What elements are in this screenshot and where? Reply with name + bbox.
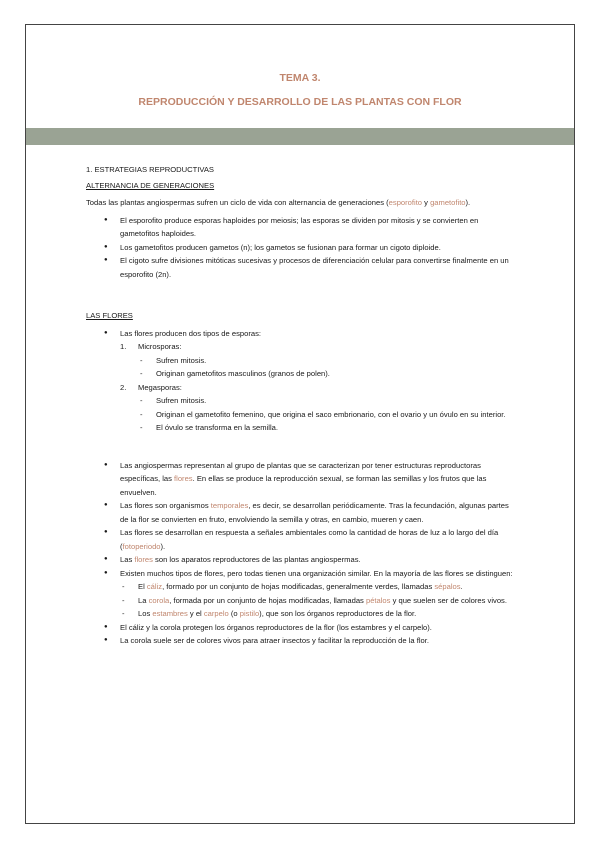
list-item: ● La corola suele ser de colores vivos para atraer insectos y facilitar la reproducción de la flor. (86, 634, 516, 648)
term-esporofito: esporofito (388, 198, 423, 207)
list-item: - Originan el gametofito femenino, que origina el saco embrionario, con el ovario y un óvulo en su interior. (138, 408, 516, 422)
list-item: ● Las flores producen dos tipos de esporas: 1. Microsporas: - Sufren mitosis. - Originan gametofitos masculinos (granos de polen). 2. Megasporas: - Sufren mitosis. - Originan el gametofito femenino, que origina el saco embrionario, con el ovario y un óvulo en su interior. - El óvulo se transforma en la semilla. (86, 327, 516, 435)
microsporas-sublist (138, 354, 516, 381)
page-title: REPRODUCCIÓN Y DESARROLLO DE LAS PLANTAS CON FLOR (138, 96, 462, 108)
list-item-caliz: - El cáliz, formado por un conjunto de hojas modificadas, generalmente verdes, llamadas sépalos. (120, 580, 516, 594)
list-item-corola: - La corola, formada por un conjunto de hojas modificadas, llamadas pétalos y que suelen ser de colores vivos. (120, 594, 516, 608)
list-item: ● Los gametofitos producen gametos (n); los gametos se fusionan para formar un cigoto diploide. (86, 241, 516, 255)
list-item-microsporas: 1. Microsporas: - Sufren mitosis. - Originan gametofitos masculinos (granos de polen). (120, 340, 516, 381)
flores-list (86, 327, 516, 435)
list-item: ● El cáliz y la corola protegen los órganos reproductores de la flor (los estambres y el carpelo). (86, 621, 516, 635)
list-item: ● Las flores son los aparatos reproductores de las plantas angiospermas. (86, 553, 516, 567)
topic-number: TEMA 3. (279, 72, 321, 84)
list-item-estambres: - Los estambres y el carpelo (o pistilo), que son los órganos reproductores de la flor. (120, 607, 516, 621)
subheading-flores: LAS FLORES (86, 311, 133, 320)
document-body (86, 163, 516, 648)
megasporas-sublist (138, 394, 516, 435)
list-item: - Originan gametofitos masculinos (granos de polen). (138, 367, 516, 381)
list-item-megasporas: 2. Megasporas: - Sufren mitosis. - Originan el gametofito femenino, que origina el saco embrionario, con el ovario y un óvulo en su interior. - El óvulo se transforma en la semilla. (120, 381, 516, 435)
flower-parts-list (120, 580, 516, 621)
list-item: ● El esporofito produce esporas haploides por meiosis; las esporas se dividen por mitosis y se convierten en gametofitos haploides. (86, 214, 516, 241)
flores-details-list (86, 459, 516, 648)
list-item: ● Existen muchos tipos de flores, pero todas tienen una organización similar. En la mayoría de las flores se distinguen: - El cáliz, formado por un conjunto de hojas modificadas, generalmente verdes, llamadas sépalos. - La corola, formada por un conjunto de hojas modificadas, llamadas pétalos y que suelen ser de colores vivos. - Los estambres y el carpelo (o pistilo), que son los órganos reproductores de la flor. (86, 567, 516, 621)
alternancia-list (86, 214, 516, 282)
spore-types-list (120, 340, 516, 435)
list-item: - El óvulo se transforma en la semilla. (138, 421, 516, 435)
term-gametofito: gametofito (430, 198, 466, 207)
list-item: - Sufren mitosis. (138, 394, 516, 408)
title-band (26, 128, 574, 145)
list-item: - Sufren mitosis. (138, 354, 516, 368)
list-item: ● El cigoto sufre divisiones mitóticas sucesivas y procesos de diferenciación celular para convertirse finalmente en un esporofito (2n). (86, 254, 516, 281)
list-item: ● Las angiospermas representan al grupo de plantas que se caracterizan por tener estructuras reproductoras específicas, las flores. En ellas se produce la reproducción sexual, se forman las semillas y los frutos que las envuelven. (86, 459, 516, 500)
subheading-alternancia: ALTERNANCIA DE GENERACIONES (86, 180, 215, 190)
intro-paragraph: Todas las plantas angiospermas sufren un ciclo de vida con alternancia de generaciones (esporofito y gametofito). (86, 198, 471, 207)
list-item: ● Las flores son organismos temporales, es decir, se desarrollan periódicamente. Tras la fecundación, algunas partes de la flor se convierten en fruto, envolviendo la semilla y otras, en cambio, mueren y caen. (86, 499, 516, 526)
section-heading: 1. ESTRATEGIAS REPRODUCTIVAS (86, 165, 214, 174)
list-item: ● Las flores se desarrollan en respuesta a señales ambientales como la cantidad de horas de luz a lo largo del día (fotoperiodo). (86, 526, 516, 553)
